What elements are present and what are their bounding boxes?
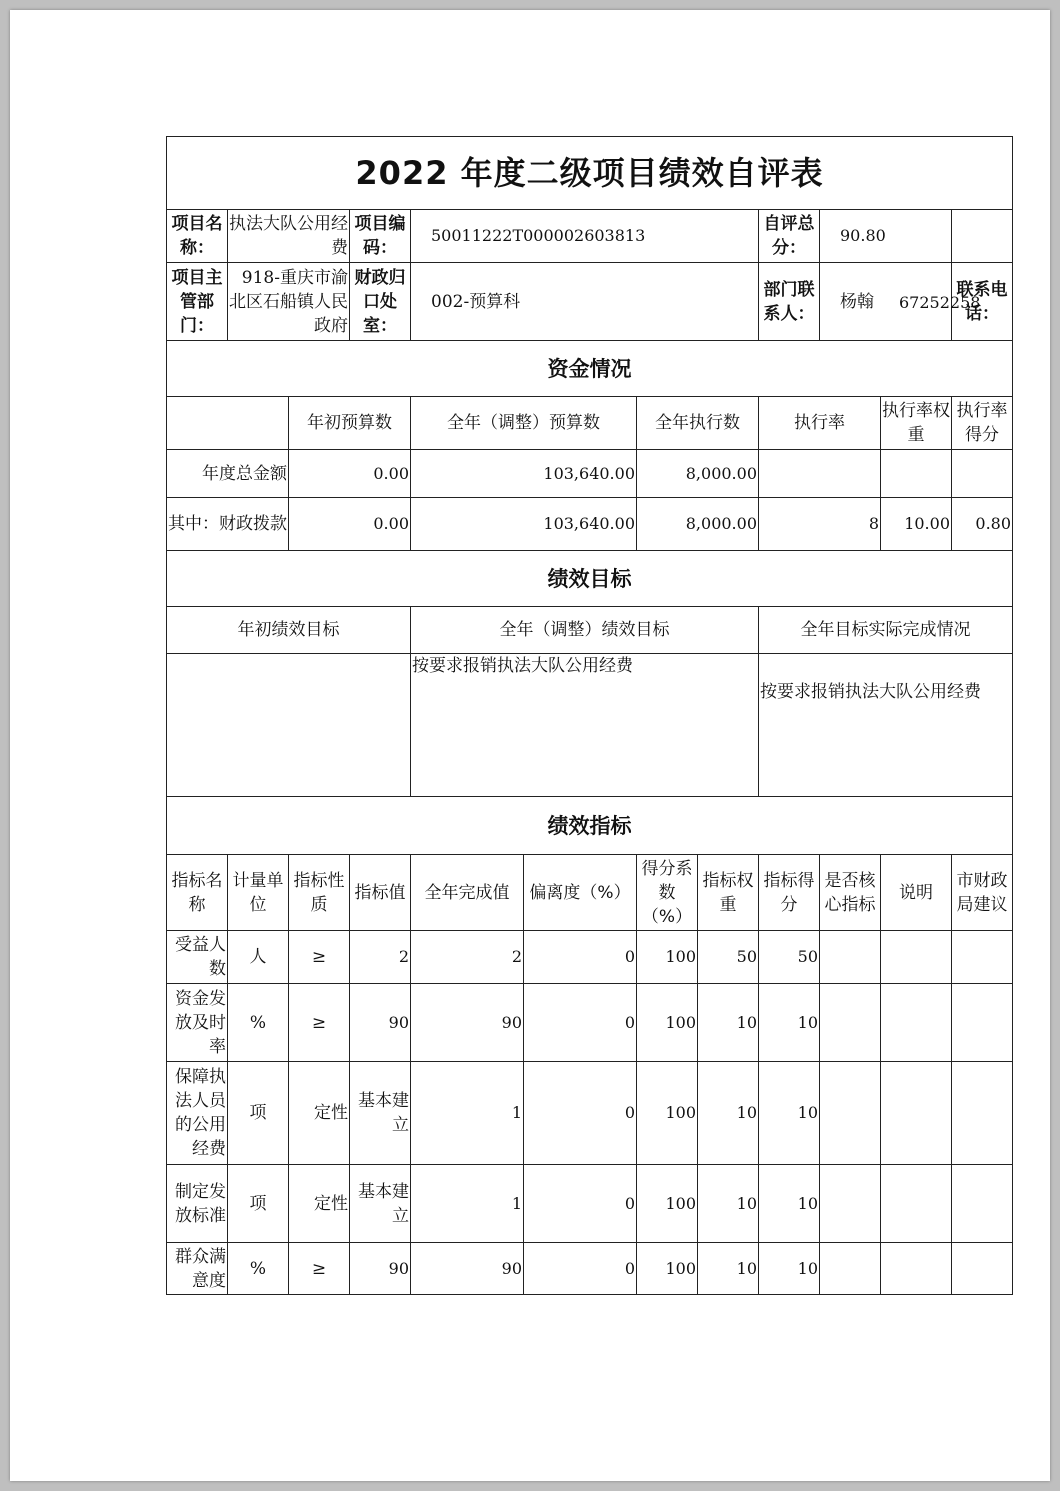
funds-cell [759,450,881,498]
indicator-deviation: 0 [524,931,637,984]
indicator-name: 资金发放及时率 [167,984,228,1062]
indicator-weight: 10 [698,1243,759,1295]
funds-cell: 8,000.00 [637,498,759,551]
indicator-actual: 1 [411,1062,524,1165]
contact-label: 部门联系人： [759,263,820,341]
project-code: 50011222T000002603813 [411,210,759,263]
funds-section-title: 资金情况 [167,341,1013,397]
table-row [167,1062,1013,1165]
project-name: 执法大队公用经费 [228,210,350,263]
score-label: 自评总分： [759,210,820,263]
indicator-actual: 1 [411,1165,524,1243]
table-row [167,1165,1013,1243]
goals-header: 全年目标实际完成情况 [759,607,1013,654]
indicator-core [820,984,881,1062]
funds-cell: 0.00 [289,450,411,498]
funds-cell: 0.00 [289,498,411,551]
indicator-advice [952,984,1013,1062]
goals-header: 全年（调整）绩效目标 [411,607,759,654]
indicator-score: 10 [759,1165,820,1243]
indicator-actual: 2 [411,931,524,984]
indicator-header: 指标名称 [167,855,228,931]
indicator-unit: % [228,984,289,1062]
indicator-note [881,1165,952,1243]
indicator-weight: 10 [698,984,759,1062]
funds-cell: 10.00 [881,498,952,551]
funds-header: 执行率权重 [881,397,952,450]
indicator-note [881,1243,952,1295]
indicator-header: 指标性质 [289,855,350,931]
indicator-core [820,1062,881,1165]
indicator-weight: 10 [698,1165,759,1243]
indicator-header: 市财政局建议 [952,855,1013,931]
goals-header: 年初绩效目标 [167,607,411,654]
indicator-weight: 50 [698,931,759,984]
indicator-actual: 90 [411,984,524,1062]
indicator-header: 计量单位 [228,855,289,931]
funds-row-label: 年度总金额 [167,450,289,498]
indicator-advice [952,1062,1013,1165]
table-row [167,1243,1013,1295]
contact-person: 杨翰 [820,263,952,341]
table-row [167,931,1013,984]
project-code-label: 项目编码： [350,210,411,263]
indicator-unit: 人 [228,931,289,984]
indicator-nature: ≥ [289,931,350,984]
project-name-label: 项目名称： [167,210,228,263]
indicator-score: 50 [759,931,820,984]
indicator-header: 指标权重 [698,855,759,931]
goals-section-title: 绩效目标 [167,551,1013,607]
indicator-note [881,1062,952,1165]
indicator-nature: ≥ [289,984,350,1062]
indicator-note [881,984,952,1062]
indicator-advice [952,1243,1013,1295]
indicators-section-title: 绩效指标 [167,797,1013,855]
indicator-nature: 定性 [289,1165,350,1243]
indicator-value: 基本建立 [350,1062,411,1165]
funds-header: 全年（调整）预算数 [411,397,637,450]
funds-cell [952,450,1013,498]
indicator-unit: % [228,1243,289,1295]
funds-cell: 8,000.00 [637,450,759,498]
indicator-header: 指标得分 [759,855,820,931]
indicator-header: 指标值 [350,855,411,931]
indicator-core [820,931,881,984]
indicator-actual: 90 [411,1243,524,1295]
indicator-coef: 100 [637,1062,698,1165]
indicator-header: 偏离度（%） [524,855,637,931]
indicator-nature: 定性 [289,1062,350,1165]
indicator-core [820,1243,881,1295]
phone-label: 联系电话： [952,263,1013,341]
indicator-coef: 100 [637,984,698,1062]
goal-actual: 按要求报销执法大队公用经费 [759,654,1013,797]
indicator-coef: 100 [637,1165,698,1243]
phone-number: 67252258 [899,293,981,312]
funds-cell: 0.80 [952,498,1013,551]
indicator-deviation: 0 [524,1165,637,1243]
indicator-value: 基本建立 [350,1165,411,1243]
indicator-score: 10 [759,1243,820,1295]
goal-adjusted: 按要求报销执法大队公用经费 [411,654,759,797]
dept: 918-重庆市渝北区石船镇人民政府 [228,263,350,341]
indicator-header: 得分系数（%） [637,855,698,931]
indicator-header: 全年完成值 [411,855,524,931]
funds-row-label: 其中：财政拨款 [167,498,289,551]
indicator-name: 保障执法人员的公用经费 [167,1062,228,1165]
indicator-name: 受益人数 [167,931,228,984]
indicator-value: 2 [350,931,411,984]
indicator-coef: 100 [637,1243,698,1295]
indicator-header: 说明 [881,855,952,931]
funds-header: 年初预算数 [289,397,411,450]
indicator-deviation: 0 [524,1062,637,1165]
indicator-coef: 100 [637,931,698,984]
self-evaluation-table [166,136,1013,1295]
goal-initial [167,654,411,797]
indicator-unit: 项 [228,1062,289,1165]
indicator-name: 制定发放标准 [167,1165,228,1243]
finance-office: 002-预算科 [411,263,759,341]
indicator-advice [952,1165,1013,1243]
indicator-header: 是否核心指标 [820,855,881,931]
funds-cell [881,450,952,498]
table-row [167,984,1013,1062]
finance-label: 财政归口处室： [350,263,411,341]
indicator-unit: 项 [228,1165,289,1243]
indicator-deviation: 0 [524,984,637,1062]
indicator-advice [952,931,1013,984]
document-page [10,10,1050,1481]
page-title: 2022 年度二级项目绩效自评表 [167,137,1013,210]
indicator-score: 10 [759,984,820,1062]
indicator-note [881,931,952,984]
funds-header: 执行率得分 [952,397,1013,450]
funds-cell: 103,640.00 [411,450,637,498]
funds-cell: 8 [759,498,881,551]
funds-header: 全年执行数 [637,397,759,450]
indicator-score: 10 [759,1062,820,1165]
funds-header: 执行率 [759,397,881,450]
funds-cell: 103,640.00 [411,498,637,551]
indicator-deviation: 0 [524,1243,637,1295]
indicator-value: 90 [350,984,411,1062]
indicator-value: 90 [350,1243,411,1295]
total-score: 90.80 [820,210,952,263]
indicator-core [820,1165,881,1243]
indicator-weight: 10 [698,1062,759,1165]
indicator-name: 群众满意度 [167,1243,228,1295]
dept-label: 项目主管部门： [167,263,228,341]
indicator-nature: ≥ [289,1243,350,1295]
